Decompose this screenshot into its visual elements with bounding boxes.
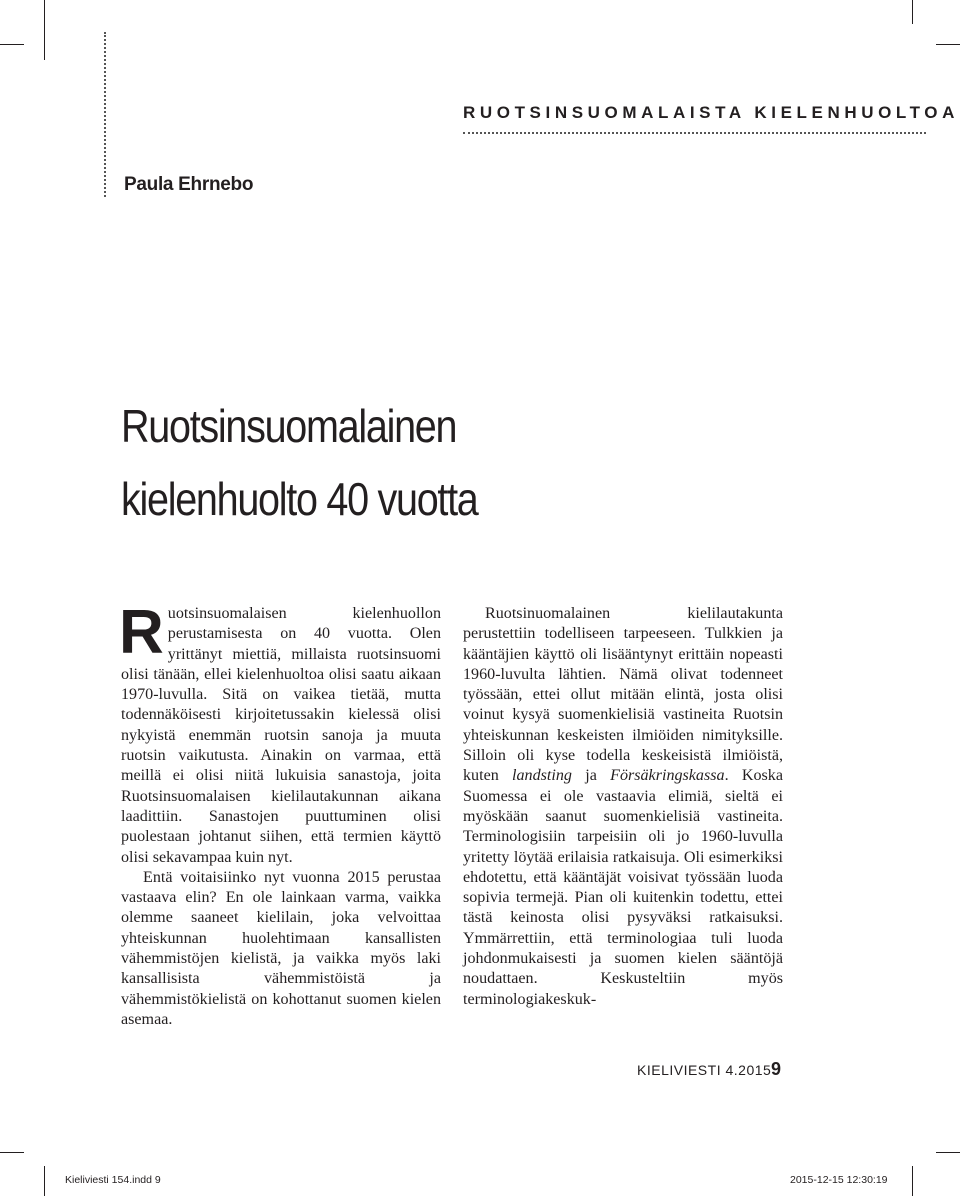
vertical-dotted-rule [104, 32, 106, 197]
title-line-2: kielenhuolto 40 vuotta [121, 473, 478, 525]
journal-footer: KIELIVIESTI 4.2015 [637, 1062, 772, 1078]
crop-mark [44, 1166, 45, 1196]
crop-mark [44, 0, 45, 60]
title-line-1: Ruotsinsuomalainen [121, 400, 457, 452]
paragraph [463, 604, 783, 1010]
italic-term: landsting [512, 767, 572, 785]
crop-mark [936, 44, 960, 45]
crop-mark [0, 1152, 24, 1153]
crop-mark [912, 1166, 913, 1196]
author-name: Paula Ehrnebo [124, 174, 254, 195]
conjunction: ja [585, 767, 597, 785]
paragraph: Entä voitaisiinko nyt vuonna 2015 perustaa vastaava elin? En ole lainkaan varma, vaikka olemme saaneet kielilain, joka velvoittaa yhteiskunnan huolehtimaan kansallisten vähemmistöjen kielistä, ja vaikka myös laki kansallisista vähemmistöistä ja vähemmistökielistä on kohottanut suomen kielen asemaa. [121, 868, 441, 1028]
article-title [121, 390, 478, 536]
paragraph [119, 598, 441, 868]
italic-term: Försäkringskassa [610, 767, 725, 785]
paragraph-text: . Koska Suomessa ei ole vastaavia elimiä, sieltä ei myöskään saanut suomenkielisiä vastineita. Terminologisiin tarpeisiin oli jo 1960-luvulla yritetty löytää erilaisia ratkaisuja. Oli esimerkiksi ehdotettu, että kääntäjät voisivat työssään luoda sopivia termejä. Pian oli kuitenkin todettu, ettei tästä keinosta olisi pysyväksi ratkaisuksi. Ymmärrettiin, että terminologiaa tuli luoda johdonmukaisesti ja suomen kielen sääntöjä noudattaen. Keskusteltiin myös terminologiakeskuk- [463, 767, 783, 1008]
crop-mark [0, 44, 24, 45]
crop-mark [912, 0, 913, 24]
slug-filename: Kieliviesti 154.indd 9 [65, 1174, 161, 1186]
body-column-right [463, 604, 783, 1010]
series-header: RUOTSINSUOMALAISTA KIELENHUOLTOA [463, 103, 960, 122]
page-number: 9 [771, 1059, 782, 1079]
drop-cap: R [119, 598, 164, 667]
paragraph-text: uotsinsuomalaisen kielenhuollon perustamisesta on 40 vuotta. Olen yrittänyt miettiä, millaista ruotsinsuomi olisi tänään, ellei kielenhuoltoa olisi saatu aikaan 1970-luvulla. Sitä on vaikea tietää, mutta todennäköisesti kirjoitetussakin kielessä olisi nykyistä enemmän ruotsin sanoja ja muuta ruotsin vaikutusta. Ainakin on varmaa, että meillä ei olisi niitä lukuisia sanastoja, joita Ruotsinsuomalaisen kielilautakunnan aikana laadittiin. Sanastojen puuttuminen olisi puolestaan johtanut siihen, että termien käyttö olisi sekavampaa kuin nyt. [121, 605, 441, 866]
horizontal-dotted-rule [463, 132, 926, 134]
paragraph-text: Ruotsinuomalainen kielilautakunta perustettiin todelliseen tarpeeseen. Tulkkien ja kääntäjien käyttö oli lisääntynyt erittäin nopeasti 1960-luvulta lähtien. Nämä olivat todenneet työssään, ettei ollut mitään elintä, josta olisi voinut kysyä suomenkielisiä vastineita Ruotsin yhteiskunnan keskeisten ilmiöiden nimityksille. Silloin oli kyse todella keskeisistä ilmiöistä, kuten [463, 605, 783, 785]
slug-datetime: 2015-12-15 12:30:19 [790, 1174, 888, 1186]
crop-mark [936, 1152, 960, 1153]
body-column-left [119, 598, 441, 1030]
